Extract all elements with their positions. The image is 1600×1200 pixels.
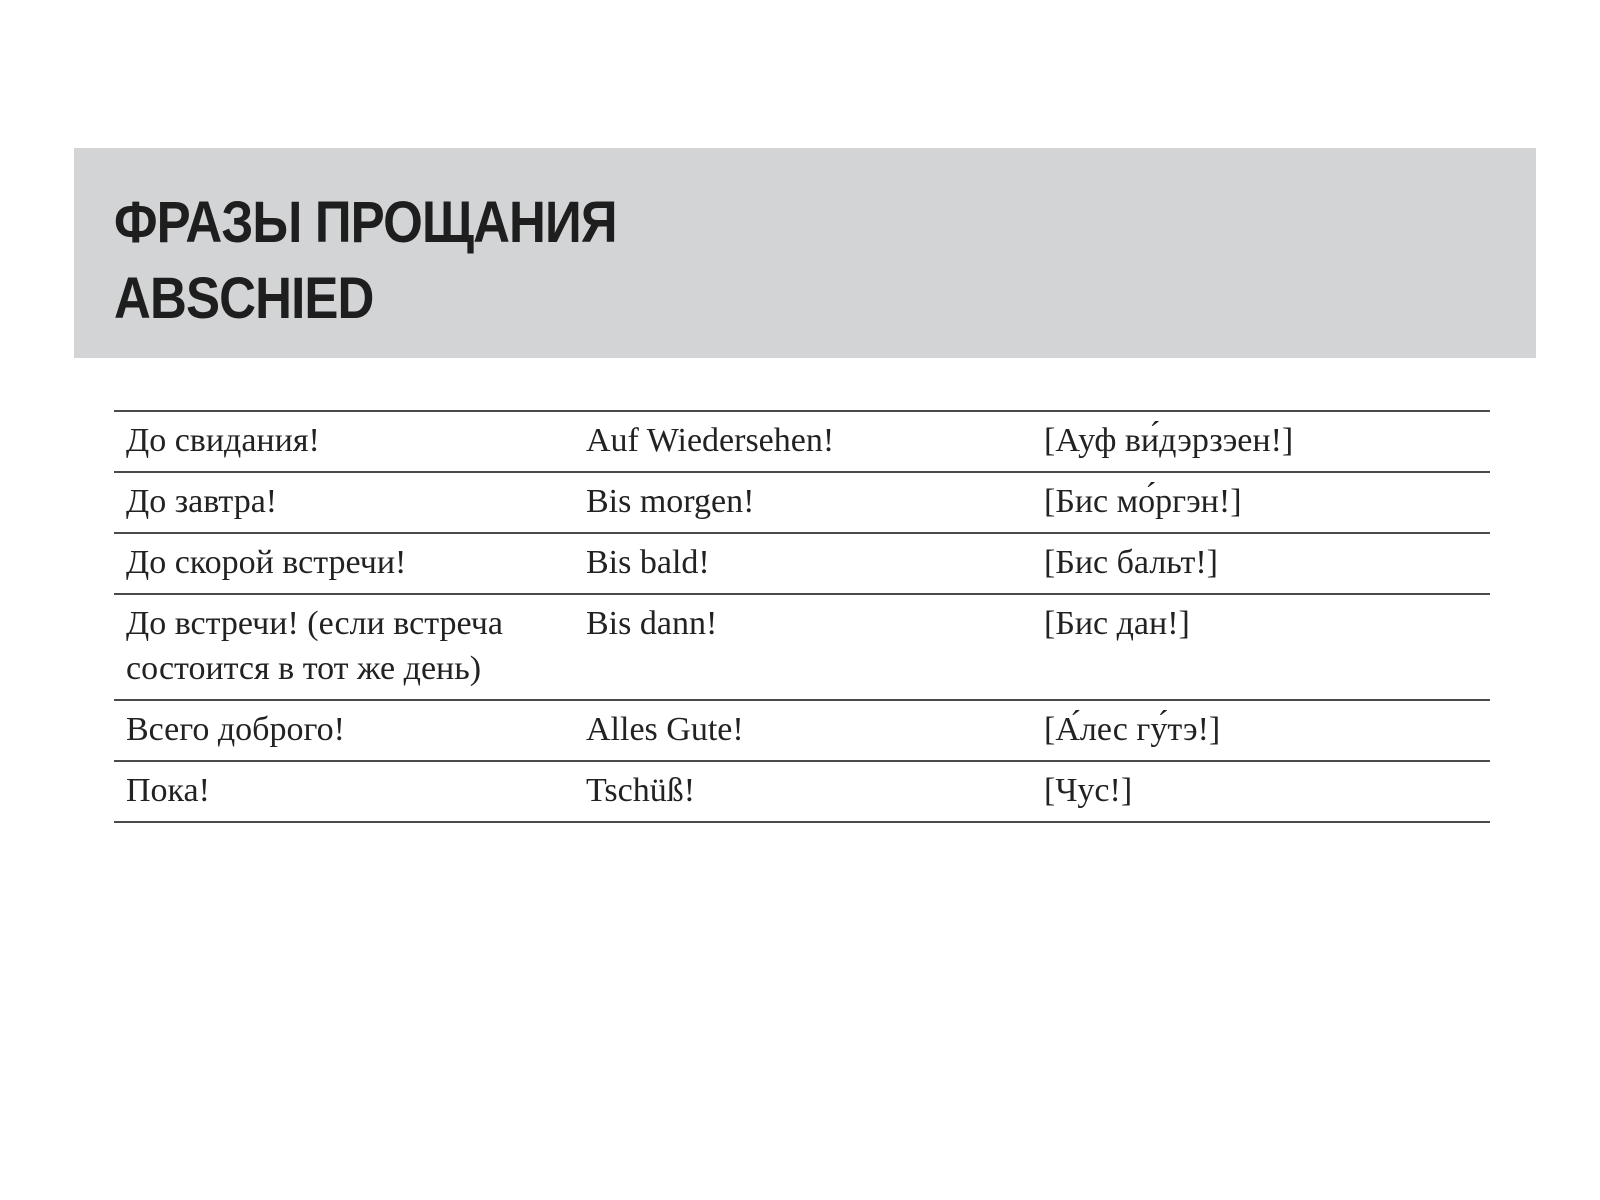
russian-phrase: До скорой встречи!: [126, 544, 407, 581]
german-phrase: Bis bald!: [586, 544, 710, 581]
pronunciation: [Чус!]: [1044, 772, 1133, 809]
pronunciation: [А́лес гу́тэ!]: [1044, 711, 1221, 748]
table-row: [114, 594, 1490, 700]
german-phrase: Bis morgen!: [586, 483, 755, 520]
section-header: [74, 148, 1536, 358]
german-phrase: Bis dann!: [586, 605, 718, 642]
pronunciation: [Бис дан!]: [1044, 605, 1190, 642]
russian-phrase: До свидания!: [126, 422, 320, 459]
german-phrase: Tschüß!: [586, 772, 696, 809]
pronunciation: [Ауф ви́дэрзэен!]: [1044, 422, 1294, 459]
table-row: [114, 761, 1490, 822]
table-row: [114, 533, 1490, 594]
pronunciation: [Бис мо́ргэн!]: [1044, 483, 1242, 520]
german-phrase: Auf Wiedersehen!: [586, 422, 835, 459]
table-row: [114, 411, 1490, 472]
russian-phrase: До встречи! (если встреча состоится в тот же день): [126, 605, 503, 687]
section-title-russian: ФРАЗЫ ПРОЩАНИЯ: [114, 190, 617, 255]
russian-phrase: Всего доброго!: [126, 711, 345, 748]
table-row: [114, 472, 1490, 533]
russian-phrase: До завтра!: [126, 483, 278, 520]
section-title-german: ABSCHIED: [114, 266, 374, 331]
table-row: [114, 700, 1490, 761]
phrase-table: [114, 410, 1490, 823]
german-phrase: Alles Gute!: [586, 711, 744, 748]
pronunciation: [Бис бальт!]: [1044, 544, 1219, 581]
russian-phrase: Пока!: [126, 772, 210, 809]
